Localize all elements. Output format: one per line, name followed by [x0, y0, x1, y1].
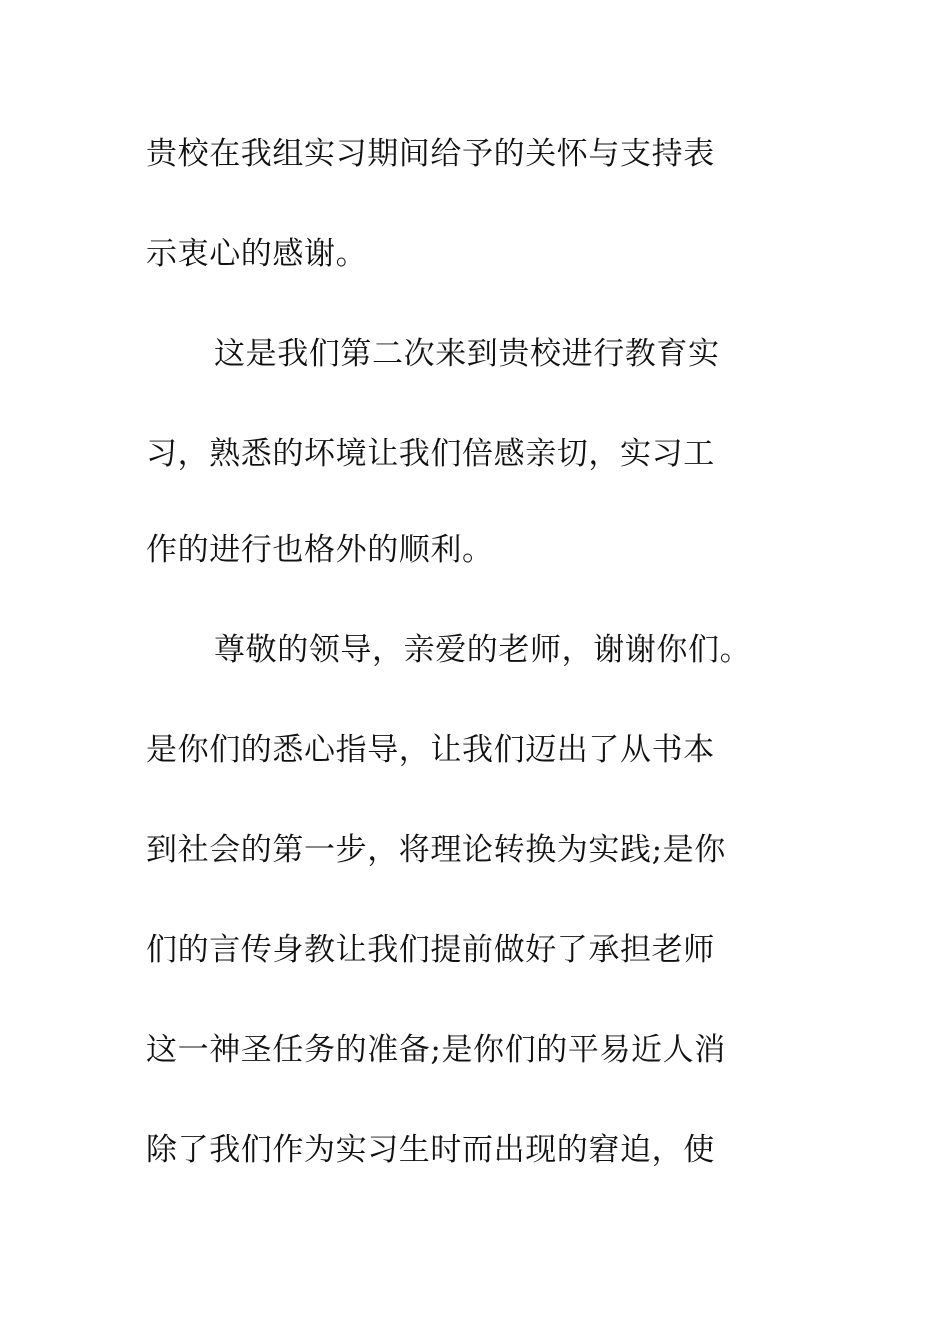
text-line-6: 尊敬的领导，亲爱的老师，谢谢你们。 — [214, 632, 752, 668]
text-line-1: 贵校在我组实习期间给予的关怀与支持表 — [146, 136, 715, 172]
text-line-10: 这一神圣任务的准备;是你们的平易近人消 — [146, 1032, 726, 1068]
text-line-7: 是你们的悉心指导，让我们迈出了从书本 — [146, 732, 715, 768]
text-line-8: 到社会的第一步，将理论转换为实践;是你 — [146, 832, 726, 868]
text-line-11: 除了我们作为实习生时而出现的窘迫，使 — [146, 1132, 715, 1168]
text-line-2: 示衷心的感谢。 — [146, 236, 368, 272]
text-line-3: 这是我们第二次来到贵校进行教育实 — [214, 336, 720, 372]
text-line-5: 作的进行也格外的顺利。 — [146, 532, 494, 568]
text-line-4: 习，熟悉的坏境让我们倍感亲切，实习工 — [146, 436, 715, 472]
text-line-9: 们的言传身教让我们提前做好了承担老师 — [146, 932, 715, 968]
